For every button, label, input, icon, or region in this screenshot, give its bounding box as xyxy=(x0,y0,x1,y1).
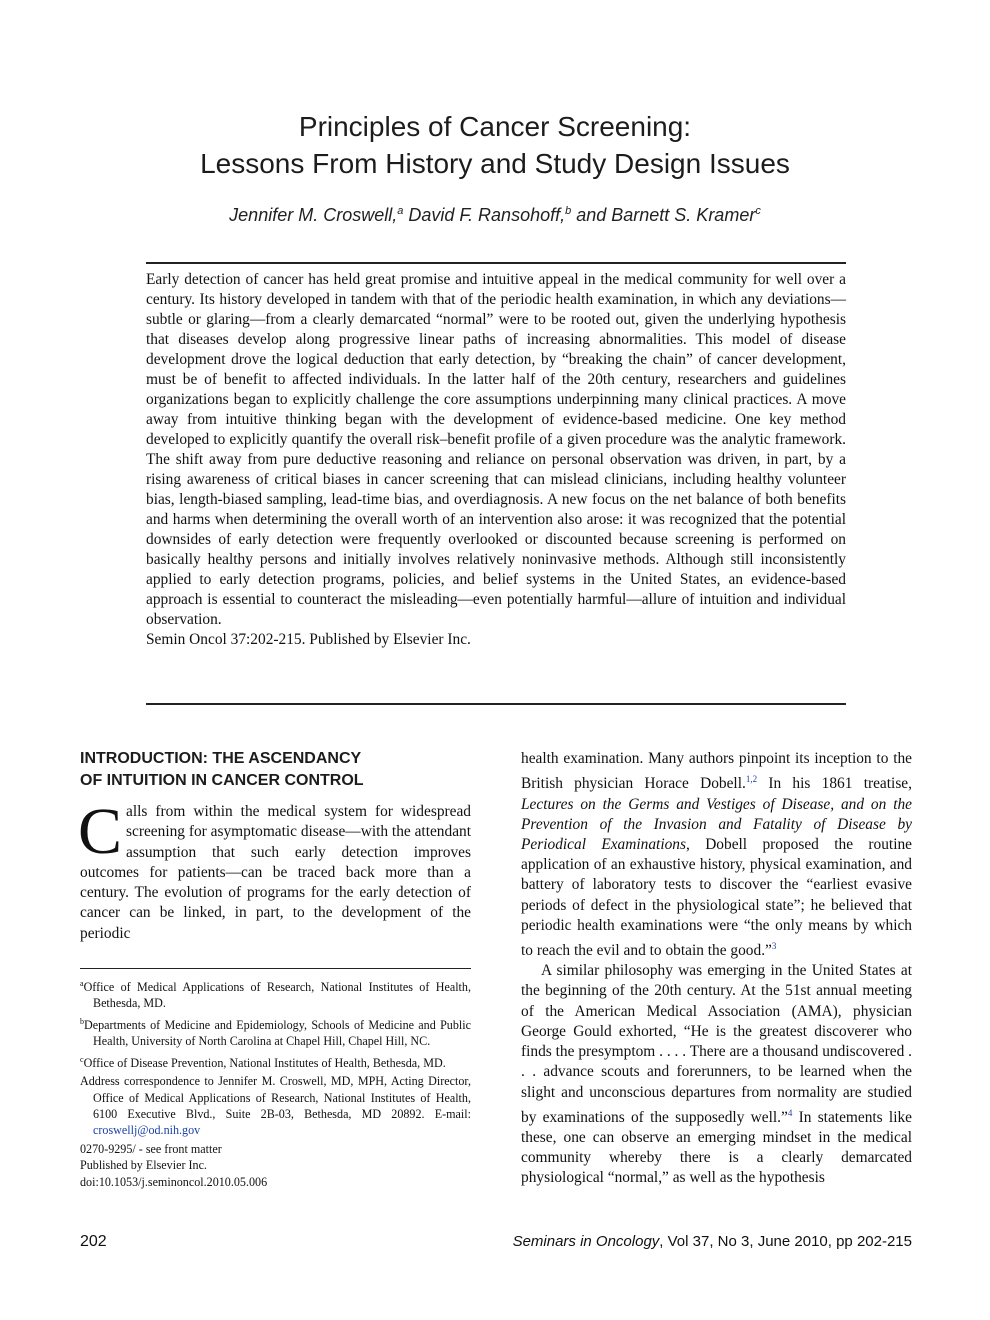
footnote-rule xyxy=(80,968,471,969)
intro-paragraph xyxy=(78,795,471,944)
right-p1-text-c: , Dobell proposed the routine application of an exhaustive history, physical examination, and battery of laboratory tests to discover the “earliest evasive periods of defect in the physiological state”; he believed that periodic health examinations were “the only means by which to reach the evil and to obtain the good.” xyxy=(521,835,912,960)
right-paragraph-2 xyxy=(521,961,912,1188)
journal-citation xyxy=(513,1233,912,1250)
footnotes xyxy=(80,976,471,1190)
section-heading-line-2: OF INTUITION IN CANCER CONTROL xyxy=(80,772,364,789)
abstract-text: Early detection of cancer has held great promise and intuitive appeal in the medical community for well over a century. Its history developed in tandem with that of the periodic health examination, in which any deviations—subtle or glaring—from a clearly demarcated “normal” were to be rooted out, given the underlying hypothesis that diseases develop along progressive linear paths of increasing abnormalities. This model of disease development drove the logical deduction that early detection, by “breaking the chain” of cancer development, must be of benefit to affected individuals. In the latter half of the 20th century, researchers and guidelines organizations began to explicitly challenge the core assumptions underpinning many clinical practices. A move away from intuitive thinking began with the development of evidence-based medicine. One key method developed to explicitly quantify the overall risk–benefit profile of a given procedure was the analytic framework. The shift away from pure deductive reasoning and reliance on personal observation was driven, in part, by a rising awareness of critical biases in cancer screening that can mislead clinicians, including healthy volunteer bias, length-biased sampling, lead-time bias, and overdiagnosis. A new focus on the net balance of both benefits and harms when determining the overall worth of an intervention also arose: it was recognized that the potential downsides of early detection were frequently overlooked or discounted because screening is performed on basically healthy persons and initially involves relatively noninvasive methods. Although still inconsistently applied to early detection programs, policies, and belief systems in the United States, an evidence-based approach is essential to counteract the misleading—even potentially harmful—allure of intuition and individual observation. xyxy=(146,271,846,628)
intro-paragraph-text: alls from within the medical system for widespread screening for asymptomatic disease—with the attendant assumption that such early detection improves outcomes for patients—can be traced back more than a century. The evolution of programs for the early detection of cancer can be linked, in part, to the development of the periodic xyxy=(80,803,471,942)
abstract-top-rule xyxy=(146,262,846,264)
author-1-affiliation: a xyxy=(397,205,404,217)
footnote-b-marker: b xyxy=(80,1016,84,1026)
footnote-c-marker: c xyxy=(80,1054,84,1064)
correspondence-text: Address correspondence to Jennifer M. Croswell, MD, MPH, Acting Director, Office of Medical Applications of Research, National Institutes of Health, 6100 Executive Blvd., Suite 2B-03, Bethesda, MD 20892. E-mail: xyxy=(80,1074,471,1121)
author-3: and Barnett S. Kramer xyxy=(571,205,756,225)
footnote-c xyxy=(80,1052,471,1071)
title-line-2: Lessons From History and Study Design Issues xyxy=(200,148,790,179)
author-2: David F. Ransohoff, xyxy=(403,205,566,225)
reference-1-2[interactable]: 1,2 xyxy=(745,774,758,785)
footnote-a xyxy=(80,976,471,1012)
left-column xyxy=(80,748,471,944)
section-heading xyxy=(80,748,471,792)
article-title xyxy=(0,108,990,182)
reference-3[interactable]: 3 xyxy=(771,940,777,951)
correspondence-address xyxy=(80,1073,471,1139)
section-heading-line-1: INTRODUCTION: THE ASCENDANCY xyxy=(80,750,362,767)
right-column xyxy=(521,749,912,1189)
drop-cap: C xyxy=(78,795,123,868)
abstract-citation: Semin Oncol 37:202-215. Published by Elsevier Inc. xyxy=(146,631,471,648)
journal-name: Seminars in Oncology xyxy=(512,1233,660,1250)
right-paragraph-1 xyxy=(521,749,912,961)
email-link[interactable]: croswellj@od.nih.gov xyxy=(93,1123,201,1138)
journal-details: , Vol 37, No 3, June 2010, pp 202-215 xyxy=(659,1233,912,1250)
right-p2-text-b: In statements like these, one can observe an emerging mindset in the medical community whereby there is a clearly demarcated physiological “normal,” as well as the hypothesis xyxy=(521,1108,913,1187)
footnote-a-text: Office of Medical Applications of Research, National Institutes of Health, Bethesda, MD. xyxy=(83,980,471,1011)
title-line-1: Principles of Cancer Screening: xyxy=(298,111,692,142)
reference-4[interactable]: 4 xyxy=(787,1107,793,1118)
right-p2-text-a: A similar philosophy was emerging in the United States at the beginning of the 20th century. At the 51st annual meeting of the American Medical Association (AMA), physician George Gould exhorted, “He is the greatest discoverer who finds the presymptom . . . . There are a thousand undiscovered . . . advance scouts and forerunners, to be learned when the slight and unconscious departures from normality are studied by examinations of the supposedly well.” xyxy=(521,962,912,1126)
author-1: Jennifer M. Croswell, xyxy=(229,205,398,225)
doi-line: doi:10.1053/j.seminoncol.2010.05.006 xyxy=(80,1174,268,1189)
footnote-c-text: Office of Disease Prevention, National Institutes of Health, Bethesda, MD. xyxy=(83,1055,446,1070)
publisher-line: Published by Elsevier Inc. xyxy=(80,1158,207,1173)
abstract-bottom-rule xyxy=(146,703,846,705)
right-p1-text-b: In his 1861 treatise, xyxy=(757,775,912,793)
author-2-affiliation: b xyxy=(565,205,572,217)
footnote-a-marker: a xyxy=(80,979,84,988)
page-number: 202 xyxy=(80,1233,107,1250)
abstract xyxy=(146,270,846,650)
author-3-affiliation: c xyxy=(755,205,761,217)
issn-line: 0270-9295/ - see front matter xyxy=(80,1141,222,1156)
treatise-title: Lectures on the Germs and Vestiges of Disease, and on the Prevention of the Invasion and Fatality of Disease by Periodical Examinations xyxy=(521,795,912,853)
footnote-b-text: Departments of Medicine and Epidemiology, Schools of Medicine and Public Health, University of North Carolina at Chapel Hill, Chapel Hill, NC. xyxy=(84,1017,471,1049)
right-p1-text-a: health examination. Many authors pinpoint its inception to the British physician Horace Dobell. xyxy=(521,750,912,793)
author-list xyxy=(0,205,990,226)
footnote-b xyxy=(80,1014,471,1050)
